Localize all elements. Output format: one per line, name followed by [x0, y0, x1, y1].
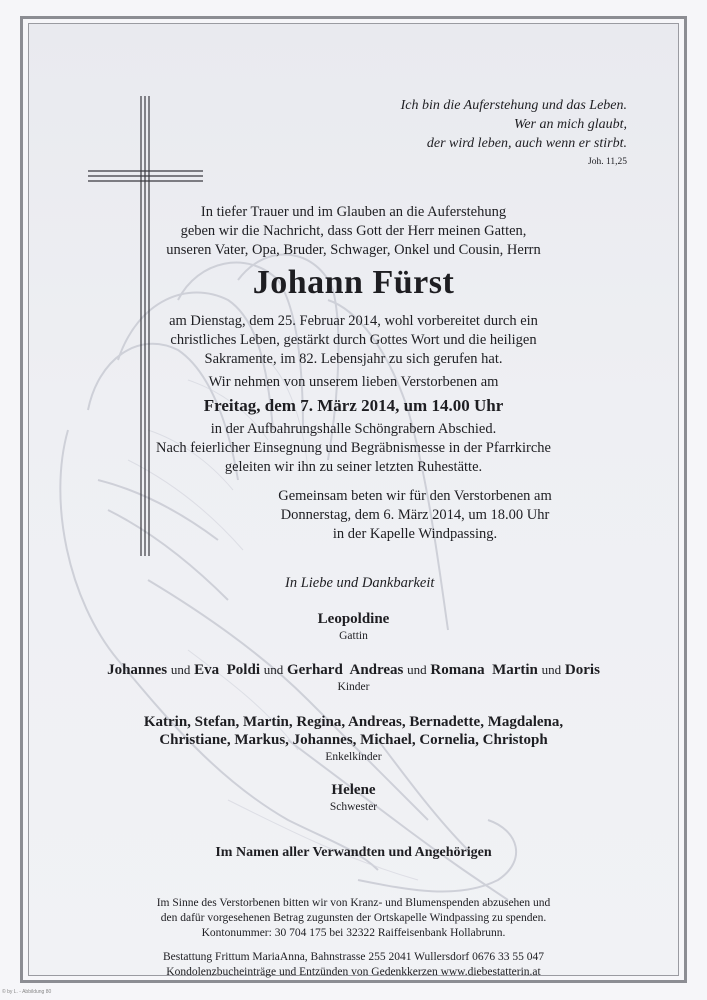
prayer-line: Donnerstag, dem 6. März 2014, um 18.00 Uhr: [280, 507, 550, 523]
farewell-line: Nach feierlicher Einsegnung und Begräbnismesse in der Pfarrkirche: [156, 440, 551, 456]
child-name: Poldi: [226, 662, 260, 678]
child-name: Johannes: [107, 662, 168, 678]
spouse-relation: Gattin: [339, 630, 368, 642]
intro-line: unseren Vater, Opa, Bruder, Schwager, Onkel und Cousin, Herrn: [166, 242, 541, 258]
connector: und: [407, 662, 427, 677]
donation-line: den dafür vorgesehenen Betrag zugunsten der Ortskapelle Windpassing zu spenden.: [160, 912, 547, 924]
child-name: Martin: [492, 662, 538, 678]
connector: und: [170, 662, 191, 677]
verse-line: Ich bin die Auferstehung und das Leben.: [400, 98, 627, 113]
grandchildren-line: Christiane, Markus, Johannes, Michael, Cornelia, Christoph: [159, 732, 548, 748]
verse-line: der wird leben, auch wenn er stirbt.: [426, 136, 627, 151]
farewell-line: in der Aufbahrungshalle Schöngrabern Abschied.: [210, 421, 497, 437]
grandchildren-relation: Enkelkinder: [325, 751, 382, 763]
farewell-line: geleiten wir ihn zu seiner letzten Ruhestätte.: [224, 459, 483, 475]
donation-line: Kontonummer: 30 704 175 bei 32322 Raiffeisenbank Hollabrunn.: [201, 927, 506, 939]
child-partner-name: Gerhard: [286, 662, 343, 678]
child-partner-name: Eva: [194, 662, 220, 678]
children-relation: Kinder: [337, 681, 370, 693]
bible-verse: [401, 96, 627, 172]
connector: und: [263, 662, 284, 677]
connector: und: [541, 662, 562, 677]
sister-name: Helene: [331, 782, 376, 798]
closing-phrase: In Liebe und Dankbarkeit: [285, 575, 435, 591]
deceased-name: Johann Fürst: [252, 264, 455, 301]
child-partner-name: Romana: [430, 662, 485, 678]
intro-line: geben wir die Nachricht, dass Gott der Herr meinen Gatten,: [180, 223, 527, 239]
undertaker-line: Bestattung Frittum MariaAnna, Bahnstrasse 255 2041 Wullersdorf 0676 33 55 047: [162, 951, 545, 963]
verse-line: Wer an mich glaubt,: [513, 117, 627, 132]
relatives-line: Im Namen aller Verwandten und Angehörigen: [215, 845, 492, 860]
passing-line: Sakramente, im 82. Lebensjahr zu sich gerufen hat.: [204, 351, 503, 367]
donation-line: Im Sinne des Verstorbenen bitten wir von Kranz- und Blumenspenden abzusehen und: [156, 897, 551, 909]
farewell-intro: Wir nehmen von unserem lieben Verstorbenen am: [208, 374, 499, 390]
child-partner-name: Doris: [564, 662, 600, 678]
verse-reference: Joh. 11,25: [588, 157, 627, 167]
children-line: [0, 662, 707, 679]
sister-relation: Schwester: [329, 801, 378, 813]
funeral-date: Freitag, dem 7. März 2014, um 14.00 Uhr: [203, 396, 504, 415]
image-credit: © by L. - Abbildung 80: [2, 989, 52, 995]
passing-line: am Dienstag, dem 25. Februar 2014, wohl vorbereitet durch ein: [169, 313, 538, 329]
prayer-line: Gemeinsam beten wir für den Verstorbenen am: [278, 488, 552, 504]
spouse-name: Leopoldine: [317, 611, 390, 627]
child-name: Andreas: [349, 662, 404, 678]
prayer-line: in der Kapelle Windpassing.: [332, 526, 498, 542]
undertaker-line: Kondolenzbucheinträge und Entzünden von Gedenkkerzen www.diebestatterin.at: [166, 966, 541, 978]
intro-line: In tiefer Trauer und im Glauben an die Auferstehung: [200, 204, 507, 220]
grandchildren-line: Katrin, Stefan, Martin, Regina, Andreas, Bernadette, Magdalena,: [143, 714, 564, 730]
passing-line: christliches Leben, gestärkt durch Gottes Wort und die heiligen: [170, 332, 537, 348]
